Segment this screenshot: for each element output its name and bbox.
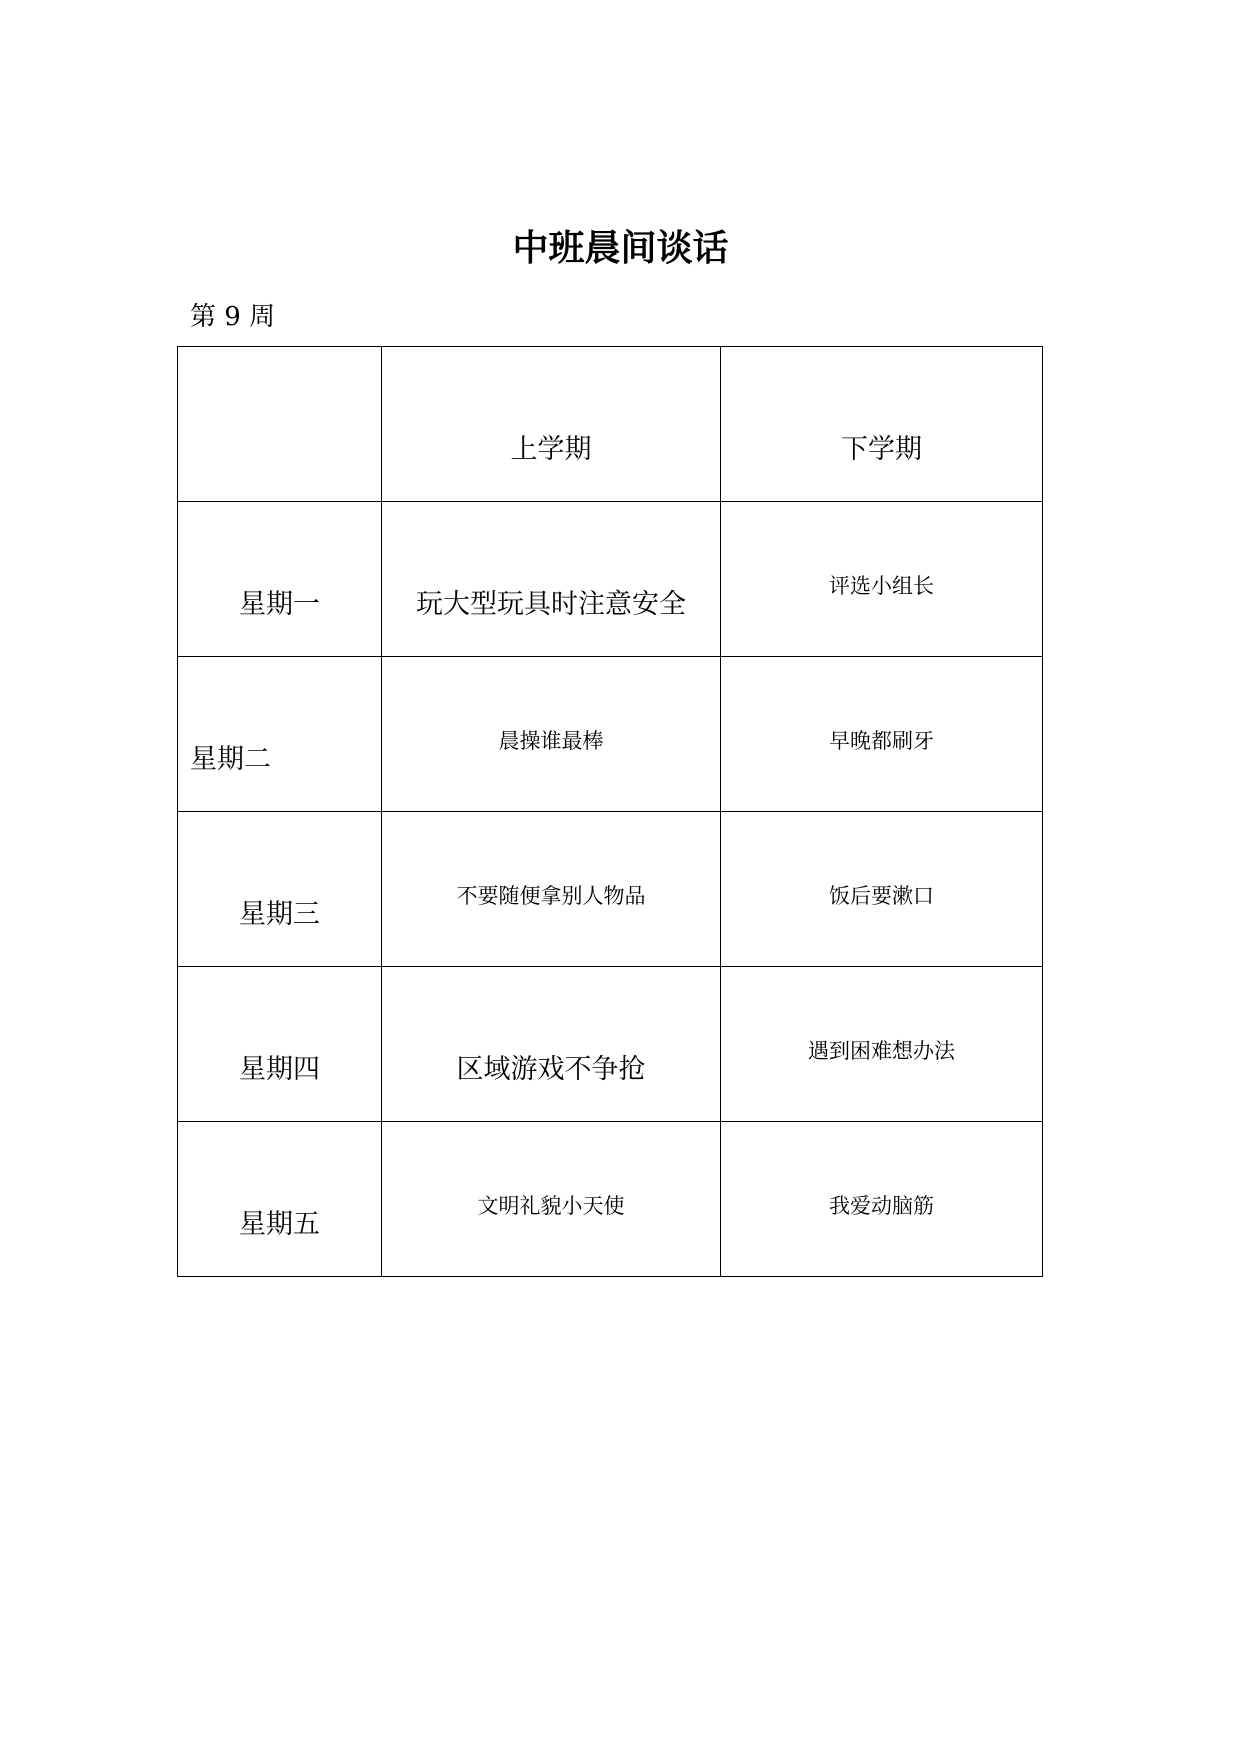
first-term-cell xyxy=(382,812,721,967)
day-cell xyxy=(178,1122,382,1277)
first-term-topic: 文明礼貌小天使 xyxy=(477,1194,625,1218)
day-label: 星期三 xyxy=(239,899,320,930)
second-term-cell xyxy=(721,967,1043,1122)
first-term-topic: 不要随便拿别人物品 xyxy=(456,884,646,908)
second-term-topic: 遇到困难想办法 xyxy=(808,1039,955,1063)
table-row xyxy=(178,967,1043,1122)
table-row xyxy=(178,502,1043,657)
first-term-topic: 区域游戏不争抢 xyxy=(456,1054,646,1085)
first-term-cell xyxy=(382,1122,721,1277)
first-term-topic: 玩大型玩具时注意安全 xyxy=(416,589,686,620)
table-row xyxy=(178,657,1043,812)
second-term-topic: 评选小组长 xyxy=(829,574,934,598)
day-cell xyxy=(178,502,382,657)
week-label: 第 9 周 xyxy=(190,302,276,332)
header-corner-cell xyxy=(178,347,382,502)
first-term-cell xyxy=(382,967,721,1122)
page-title: 中班晨间谈话 xyxy=(512,228,729,269)
second-term-topic: 早晚都刷牙 xyxy=(829,729,934,753)
table-header-row xyxy=(178,347,1043,502)
header-first-term-label: 上学期 xyxy=(510,434,592,465)
first-term-cell xyxy=(382,657,721,812)
day-label: 星期一 xyxy=(239,589,320,620)
second-term-cell xyxy=(721,502,1043,657)
first-term-topic: 晨操谁最棒 xyxy=(498,729,604,753)
day-label: 星期五 xyxy=(239,1209,320,1240)
second-term-cell xyxy=(721,657,1043,812)
table-row xyxy=(178,812,1043,967)
day-label: 星期二 xyxy=(190,744,271,775)
second-term-topic: 饭后要漱口 xyxy=(829,884,934,908)
header-first-term xyxy=(382,347,721,502)
day-cell xyxy=(178,657,382,812)
header-second-term xyxy=(721,347,1043,502)
day-cell xyxy=(178,967,382,1122)
table-row xyxy=(178,1122,1043,1277)
day-label: 星期四 xyxy=(239,1054,320,1085)
second-term-cell xyxy=(721,1122,1043,1277)
day-cell xyxy=(178,812,382,967)
second-term-topic: 我爱动脑筋 xyxy=(829,1194,934,1218)
first-term-cell xyxy=(382,502,721,657)
second-term-cell xyxy=(721,812,1043,967)
schedule-table xyxy=(177,346,1043,1277)
header-second-term-label: 下学期 xyxy=(841,434,922,465)
